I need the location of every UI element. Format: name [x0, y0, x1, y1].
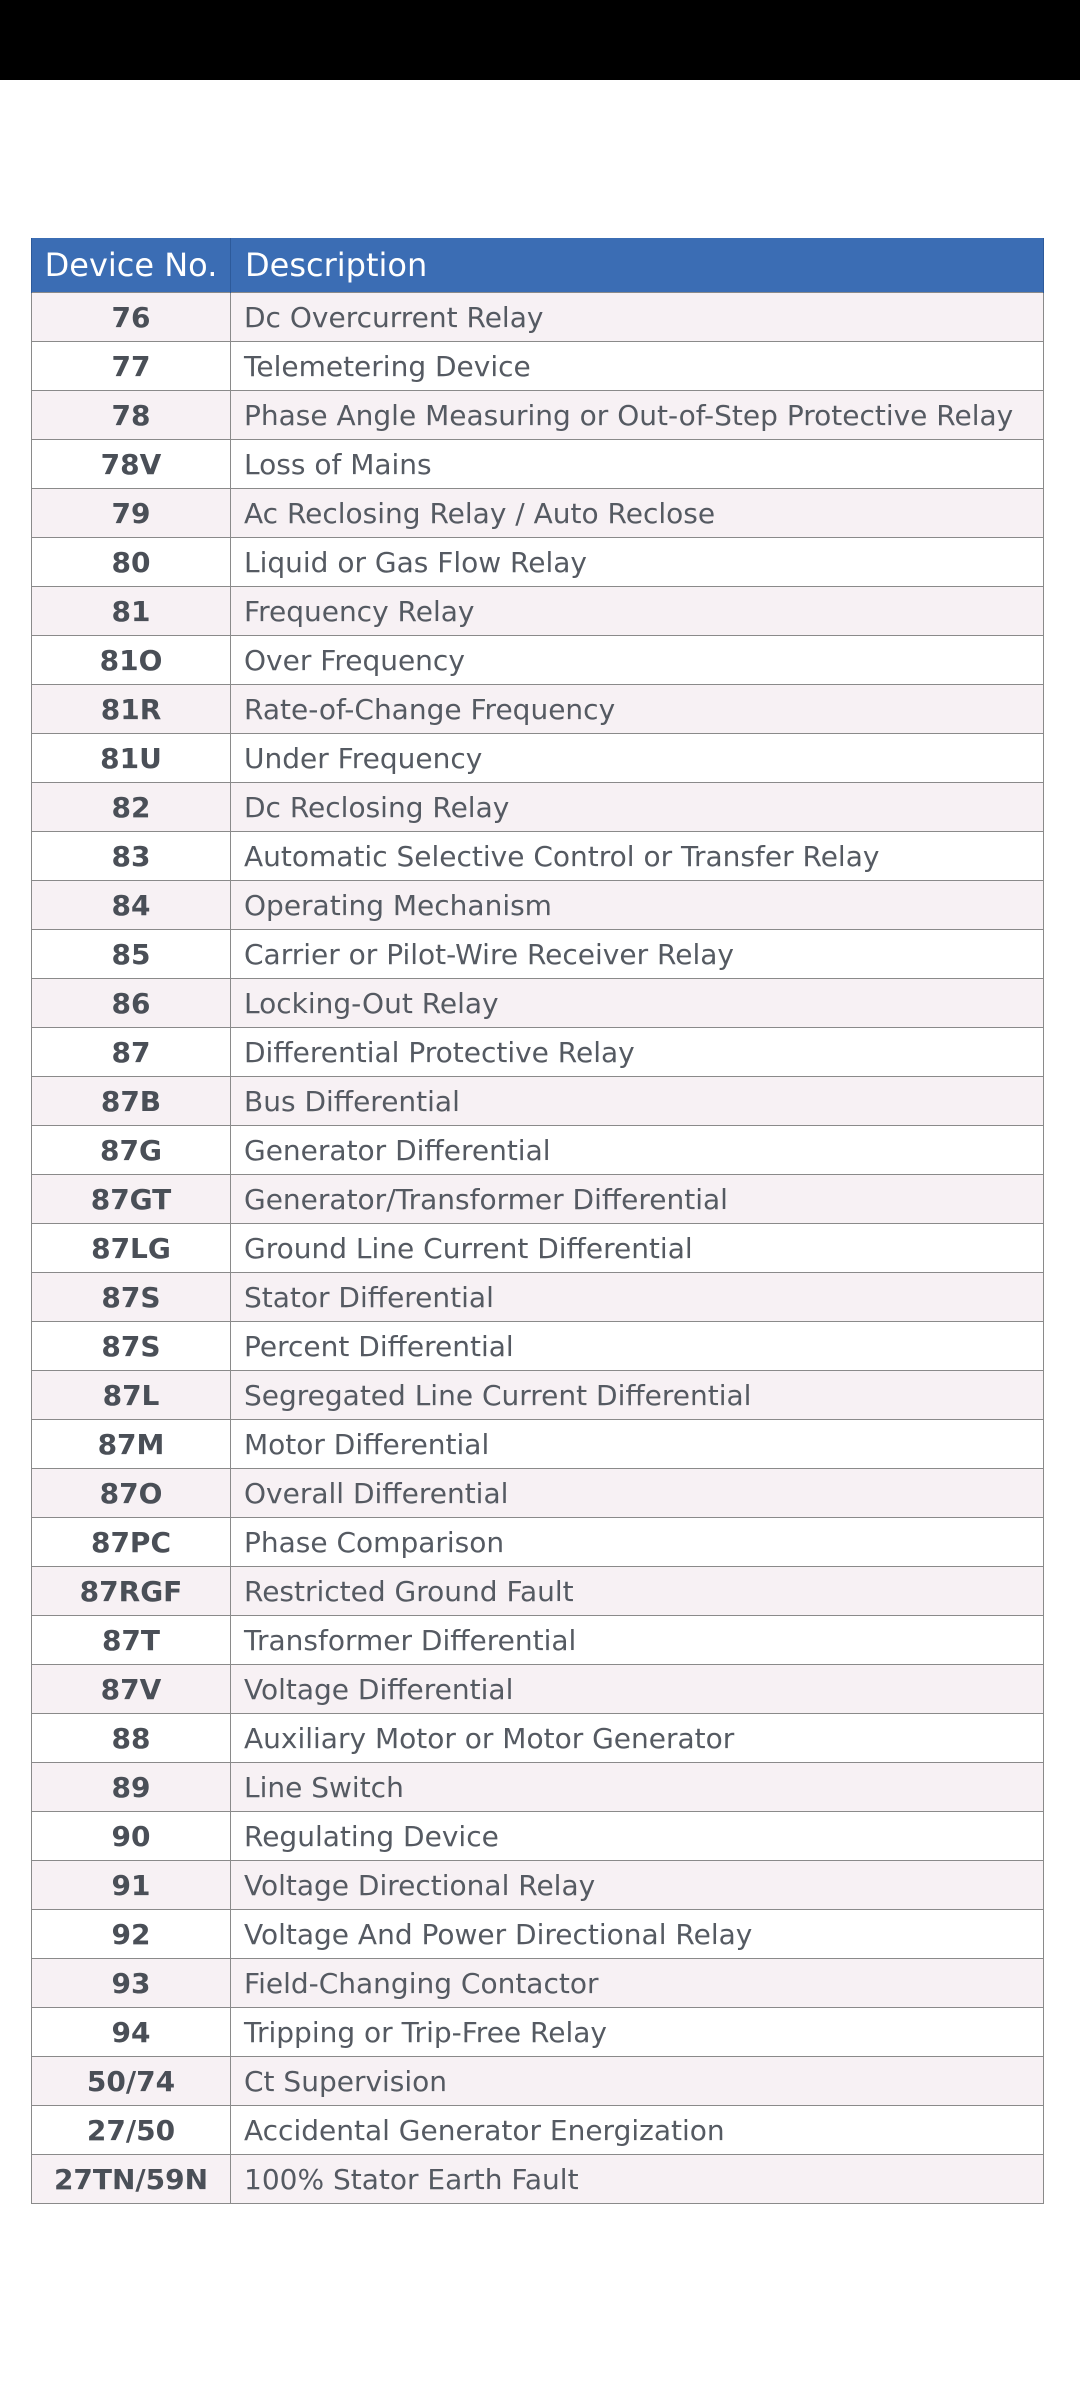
table-row: [32, 979, 1044, 1028]
table-row: [32, 538, 1044, 587]
table-row: [32, 832, 1044, 881]
table-row: [32, 1175, 1044, 1224]
device-number-cell: 86: [32, 979, 231, 1028]
device-number-cell: 78: [32, 391, 231, 440]
device-number-cell: 81U: [32, 734, 231, 783]
device-number-cell: 83: [32, 832, 231, 881]
description-cell: Overall Differential: [231, 1469, 1044, 1518]
description-cell: Voltage Directional Relay: [231, 1861, 1044, 1910]
table-row: [32, 2008, 1044, 2057]
table-row: [32, 1273, 1044, 1322]
device-number-cell: 79: [32, 489, 231, 538]
description-cell: Rate-of-Change Frequency: [231, 685, 1044, 734]
device-number-cell: 82: [32, 783, 231, 832]
device-number-cell: 90: [32, 1812, 231, 1861]
description-cell: Over Frequency: [231, 636, 1044, 685]
table-row: [32, 1126, 1044, 1175]
device-number-cell: 84: [32, 881, 231, 930]
description-cell: Ct Supervision: [231, 2057, 1044, 2106]
device-number-cell: 81O: [32, 636, 231, 685]
description-cell: Stator Differential: [231, 1273, 1044, 1322]
table-row: [32, 685, 1044, 734]
header-device-no: Device No.: [32, 238, 231, 293]
device-number-cell: 87G: [32, 1126, 231, 1175]
table-row: [32, 1567, 1044, 1616]
description-cell: Under Frequency: [231, 734, 1044, 783]
table-row: [32, 881, 1044, 930]
table-row: [32, 342, 1044, 391]
device-number-cell: 87T: [32, 1616, 231, 1665]
status-bar: [0, 0, 1080, 80]
table-row: [32, 2057, 1044, 2106]
description-cell: Ground Line Current Differential: [231, 1224, 1044, 1273]
table-row: [32, 440, 1044, 489]
table-row: [32, 1028, 1044, 1077]
description-cell: Ac Reclosing Relay / Auto Reclose: [231, 489, 1044, 538]
device-number-cell: 87RGF: [32, 1567, 231, 1616]
table-row: [32, 587, 1044, 636]
description-cell: Field-Changing Contactor: [231, 1959, 1044, 2008]
device-number-cell: 88: [32, 1714, 231, 1763]
device-number-cell: 87V: [32, 1665, 231, 1714]
device-number-cell: 87LG: [32, 1224, 231, 1273]
table-row: [32, 1371, 1044, 1420]
table-row: [32, 391, 1044, 440]
description-cell: Segregated Line Current Differential: [231, 1371, 1044, 1420]
device-number-cell: 91: [32, 1861, 231, 1910]
device-number-cell: 76: [32, 293, 231, 342]
description-cell: Voltage Differential: [231, 1665, 1044, 1714]
device-number-cell: 87PC: [32, 1518, 231, 1567]
description-cell: Telemetering Device: [231, 342, 1044, 391]
table-row: [32, 1322, 1044, 1371]
description-cell: Restricted Ground Fault: [231, 1567, 1044, 1616]
description-cell: Line Switch: [231, 1763, 1044, 1812]
description-cell: Automatic Selective Control or Transfer Relay: [231, 832, 1044, 881]
table-row: [32, 1420, 1044, 1469]
table-row: [32, 293, 1044, 342]
table-row: [32, 1959, 1044, 2008]
device-number-cell: 87GT: [32, 1175, 231, 1224]
table-row: [32, 1812, 1044, 1861]
description-cell: Differential Protective Relay: [231, 1028, 1044, 1077]
table-row: [32, 1224, 1044, 1273]
device-number-cell: 50/74: [32, 2057, 231, 2106]
device-number-cell: 87S: [32, 1273, 231, 1322]
table-row: [32, 1910, 1044, 1959]
device-number-cell: 92: [32, 1910, 231, 1959]
device-number-cell: 77: [32, 342, 231, 391]
table-row: [32, 1077, 1044, 1126]
header-row: [32, 238, 1044, 293]
device-number-cell: 87S: [32, 1322, 231, 1371]
device-number-cell: 87L: [32, 1371, 231, 1420]
description-cell: Voltage And Power Directional Relay: [231, 1910, 1044, 1959]
table-header: [32, 238, 1044, 293]
description-cell: Loss of Mains: [231, 440, 1044, 489]
table-row: [32, 783, 1044, 832]
description-cell: Accidental Generator Energization: [231, 2106, 1044, 2155]
device-number-cell: 78V: [32, 440, 231, 489]
description-cell: Generator/Transformer Differential: [231, 1175, 1044, 1224]
table-row: [32, 930, 1044, 979]
device-number-cell: 87B: [32, 1077, 231, 1126]
description-cell: Transformer Differential: [231, 1616, 1044, 1665]
description-cell: Regulating Device: [231, 1812, 1044, 1861]
device-table-container: [31, 238, 1043, 2204]
table-row: [32, 1469, 1044, 1518]
header-description: Description: [231, 238, 1044, 293]
device-number-cell: 80: [32, 538, 231, 587]
description-cell: Dc Overcurrent Relay: [231, 293, 1044, 342]
device-number-cell: 87M: [32, 1420, 231, 1469]
description-cell: Liquid or Gas Flow Relay: [231, 538, 1044, 587]
table-row: [32, 2155, 1044, 2204]
table-row: [32, 1763, 1044, 1812]
description-cell: Generator Differential: [231, 1126, 1044, 1175]
description-cell: Motor Differential: [231, 1420, 1044, 1469]
table-row: [32, 734, 1044, 783]
description-cell: 100% Stator Earth Fault: [231, 2155, 1044, 2204]
device-number-cell: 81R: [32, 685, 231, 734]
table-row: [32, 1861, 1044, 1910]
table-row: [32, 2106, 1044, 2155]
device-number-cell: 85: [32, 930, 231, 979]
description-cell: Operating Mechanism: [231, 881, 1044, 930]
device-number-cell: 27TN/59N: [32, 2155, 231, 2204]
table-body: [32, 293, 1044, 2204]
device-number-cell: 81: [32, 587, 231, 636]
description-cell: Frequency Relay: [231, 587, 1044, 636]
table-row: [32, 1518, 1044, 1567]
device-number-cell: 27/50: [32, 2106, 231, 2155]
description-cell: Phase Angle Measuring or Out-of-Step Protective Relay: [231, 391, 1044, 440]
device-number-cell: 94: [32, 2008, 231, 2057]
device-number-table: [31, 238, 1044, 2204]
device-number-cell: 87: [32, 1028, 231, 1077]
table-row: [32, 636, 1044, 685]
description-cell: Tripping or Trip-Free Relay: [231, 2008, 1044, 2057]
description-cell: Auxiliary Motor or Motor Generator: [231, 1714, 1044, 1763]
table-row: [32, 1665, 1044, 1714]
description-cell: Carrier or Pilot-Wire Receiver Relay: [231, 930, 1044, 979]
table-row: [32, 489, 1044, 538]
device-number-cell: 93: [32, 1959, 231, 2008]
device-number-cell: 87O: [32, 1469, 231, 1518]
description-cell: Dc Reclosing Relay: [231, 783, 1044, 832]
description-cell: Phase Comparison: [231, 1518, 1044, 1567]
description-cell: Locking-Out Relay: [231, 979, 1044, 1028]
table-row: [32, 1714, 1044, 1763]
device-number-cell: 89: [32, 1763, 231, 1812]
table-row: [32, 1616, 1044, 1665]
description-cell: Bus Differential: [231, 1077, 1044, 1126]
description-cell: Percent Differential: [231, 1322, 1044, 1371]
